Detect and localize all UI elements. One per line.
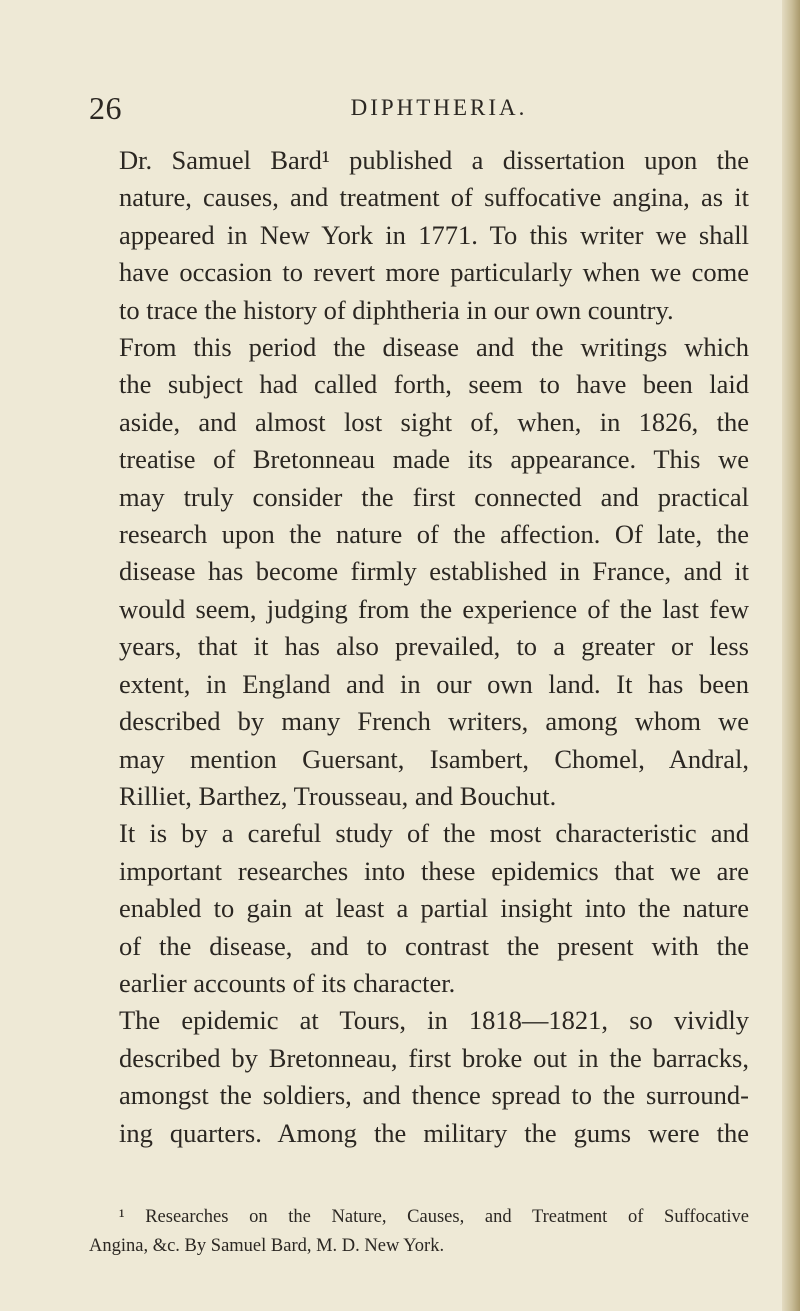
paragraph-1 <box>89 142 749 329</box>
paragraph-2 <box>89 329 749 815</box>
text-line: disease has become firmly established in France, and it <box>119 556 749 587</box>
text-line: the subject had called forth, seem to have been laid <box>119 369 749 400</box>
page-edge <box>782 0 800 1311</box>
text-line: treatise of Bretonneau made its appearance. This we <box>119 444 749 475</box>
text-line: described by Bretonneau, first broke out in the barracks, <box>119 1042 749 1073</box>
text-line: ing quarters. Among the military the gums were the <box>119 1117 749 1148</box>
text-line: described by many French writers, among whom we <box>119 706 749 737</box>
text-line: to trace the history of diphtheria in our own country. <box>119 294 674 325</box>
text-line: The epidemic at Tours, in 1818—1821, so vividly <box>119 1005 749 1036</box>
text-line: nature, causes, and treatment of suffocative angina, as it <box>119 182 749 213</box>
text-line: Rilliet, Barthez, Trousseau, and Bouchut. <box>119 780 557 811</box>
text-line: research upon the nature of the affection. Of late, the <box>119 519 749 550</box>
text-line: aside, and almost lost sight of, when, in 1826, the <box>119 406 749 437</box>
text-line: appeared in New York in 1771. To this writer we shall <box>119 219 749 250</box>
text-line: Dr. Samuel Bard¹ published a dissertation upon the <box>119 145 749 175</box>
text-line: would seem, judging from the experience of the last few <box>119 593 749 624</box>
text-line: may truly consider the first connected and practical <box>119 481 749 512</box>
text-line: years, that it has also prevailed, to a greater or less <box>119 631 749 662</box>
text-line: have occasion to revert more particularly when we come <box>119 257 749 288</box>
footnote <box>89 1203 749 1261</box>
text-line: It is by a careful study of the most characteristic and <box>119 818 749 849</box>
text-line: amongst the soldiers, and thence spread to the surround- <box>119 1080 749 1111</box>
text-line: of the disease, and to contrast the present with the <box>119 930 749 961</box>
paragraph-4 <box>89 1002 749 1152</box>
page-header <box>89 88 749 128</box>
footnote-line: ¹ Researches on the Nature, Causes, and Treatment of Suffocative <box>119 1207 749 1227</box>
page-number: 26 <box>89 90 122 126</box>
text-line: From this period the disease and the writings which <box>119 332 749 363</box>
text-line: extent, in England and in our own land. It has been <box>119 668 749 699</box>
paragraph-3 <box>89 815 749 1002</box>
text-line: may mention Guersant, Isambert, Chomel, Andral, <box>119 743 749 774</box>
body-text <box>89 142 749 1152</box>
text-line: important researches into these epidemics that we are <box>119 855 749 886</box>
footnote-line: Angina, &c. By Samuel Bard, M. D. New York. <box>89 1236 445 1256</box>
text-line: earlier accounts of its character. <box>119 967 456 998</box>
text-line: enabled to gain at least a partial insight into the nature <box>119 893 749 924</box>
running-title: DIPHTHERIA. <box>350 95 528 120</box>
